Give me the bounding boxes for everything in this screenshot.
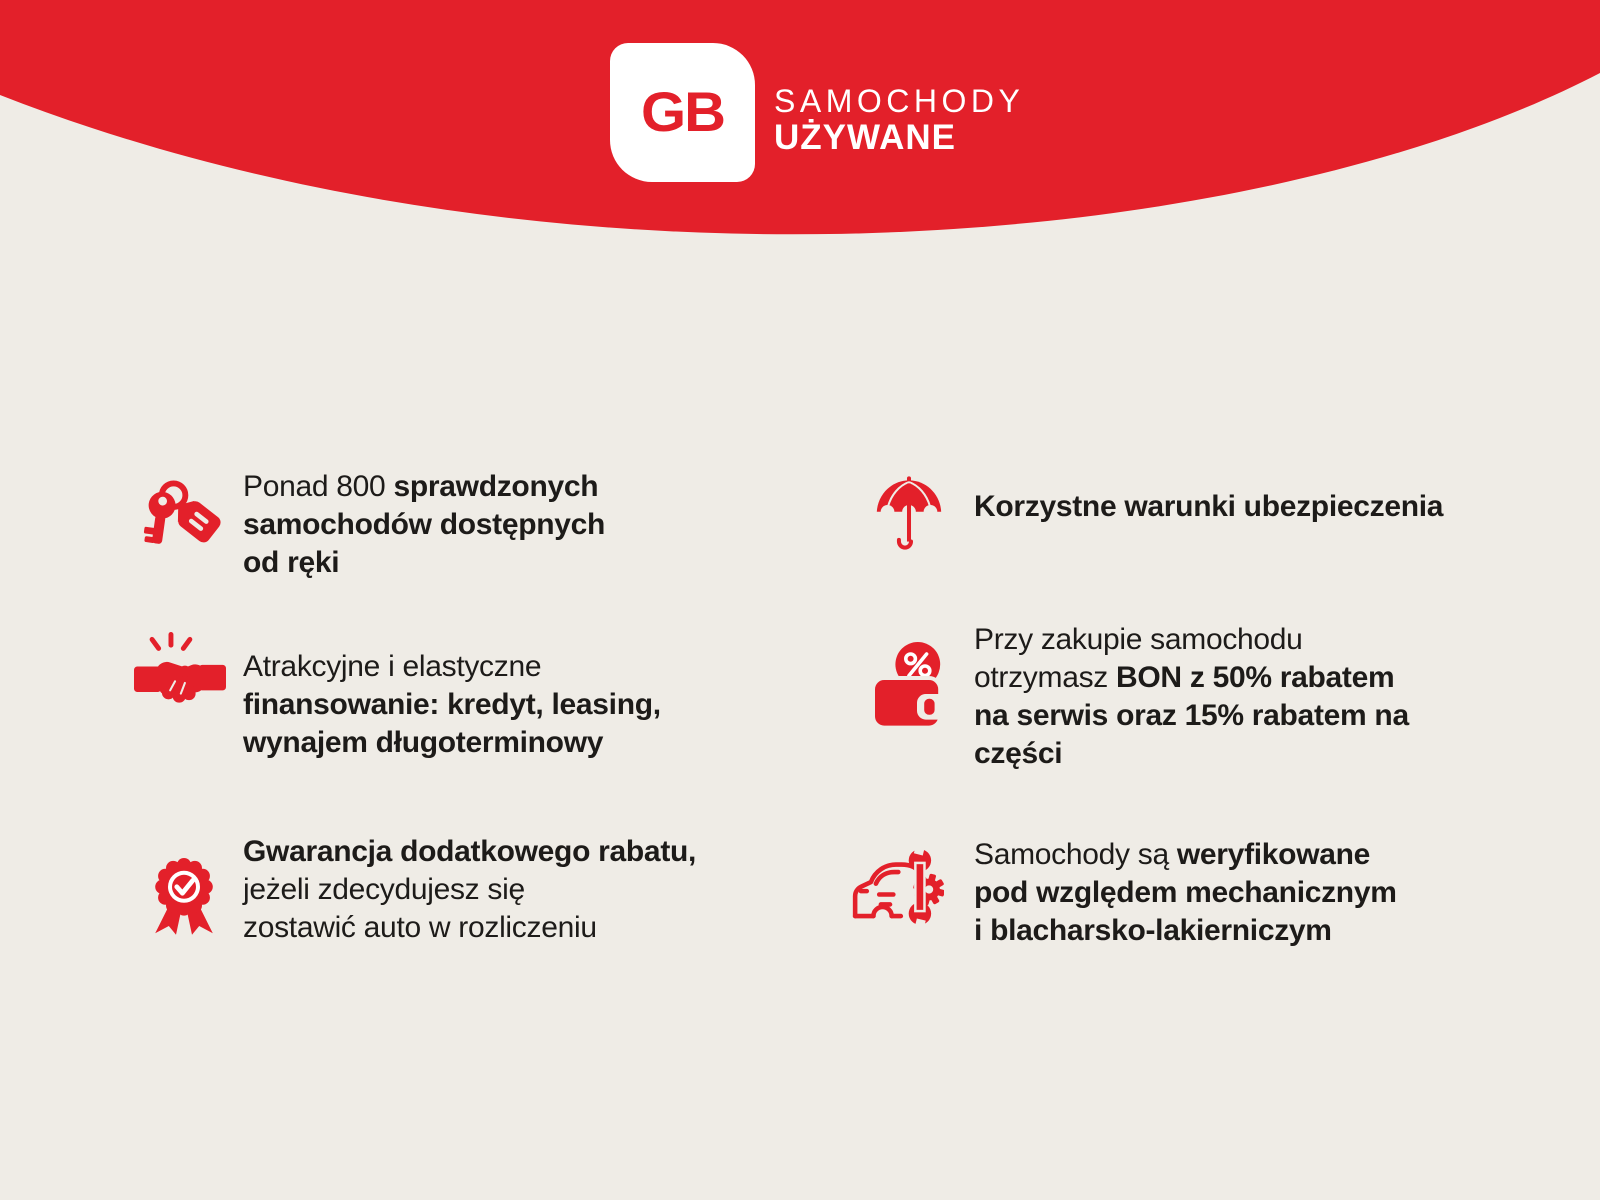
feature-text: Samochody są weryfikowane pod względem mechanicznym i blacharsko-lakierniczym	[974, 838, 1397, 947]
wallet-discount-icon	[869, 638, 949, 732]
brand-line-2: UŻYWANE	[774, 118, 956, 157]
logo-card	[610, 43, 755, 182]
feature-text: Przy zakupie samochodu otrzymasz BON z 50% rabatem na serwis oraz 15% rabatem na części	[974, 623, 1409, 770]
feature-text: Ponad 800 sprawdzonych samochodów dostępnych od ręki	[243, 470, 606, 579]
feature-text: Gwarancja dodatkowego rabatu, jeżeli zdecydujesz się zostawić auto w rozliczeniu	[243, 835, 697, 944]
logo-monogram: GB	[641, 80, 724, 144]
feature-text: Atrakcyjne i elastyczne finansowanie: kredyt, leasing, wynajem długoterminowy	[243, 650, 661, 759]
umbrella-icon	[872, 474, 946, 558]
car-service-icon	[846, 838, 944, 936]
brand-line-1: SAMOCHODY	[774, 83, 1025, 119]
keys-tag-icon	[140, 470, 224, 557]
brand-name	[774, 84, 1024, 156]
feature-text: Korzystne warunki ubezpieczenia	[974, 490, 1444, 523]
header-curve	[0, 0, 1600, 340]
award-badge-icon	[144, 850, 224, 940]
handshake-icon	[134, 632, 226, 714]
